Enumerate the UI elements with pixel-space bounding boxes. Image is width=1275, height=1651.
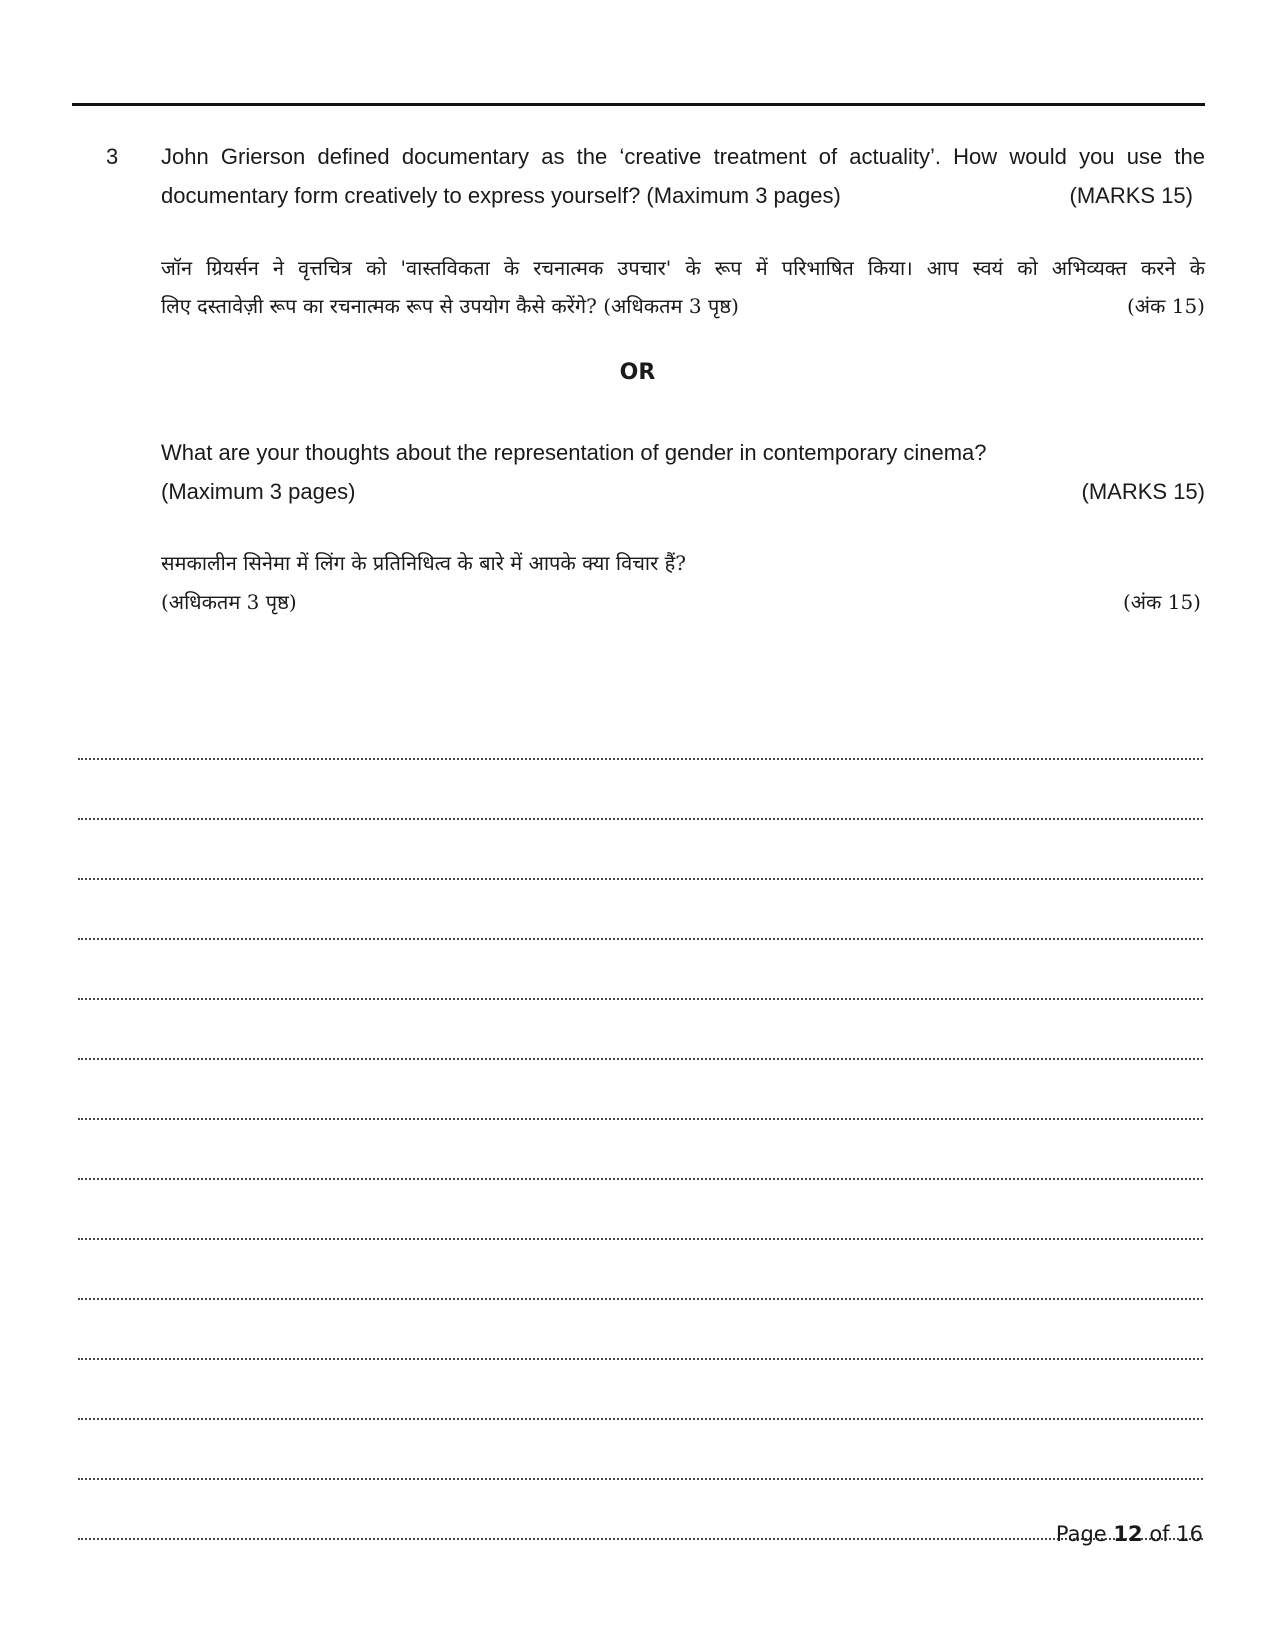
answer-line[interactable] (78, 1060, 1203, 1120)
answer-line[interactable] (78, 1480, 1203, 1540)
answer-line[interactable] (78, 1300, 1203, 1360)
answer-line[interactable] (78, 940, 1203, 1000)
question-hindi-marks: (अंक 15) (1126, 294, 1205, 318)
answer-line[interactable] (78, 1180, 1203, 1240)
alternative-hindi-text-2: (अधिकतम 3 पृष्ठ) (161, 590, 297, 614)
answer-line[interactable] (78, 1360, 1203, 1420)
question-hindi-line-1: जॉन ग्रियर्सन ने वृत्तचित्र को 'वास्तविकता के रचनात्मक उपचार' के रूप में परिभाषित किया। आप स्वयं को अभिव्यक्त करने के (161, 256, 1205, 280)
question-hindi-line-2 (161, 291, 1205, 321)
alternative-hindi-marks: (अंक 15) (1122, 590, 1201, 614)
answer-area[interactable] (78, 700, 1203, 1540)
question-english-line-1: John Grierson defined documentary as the ‘creative treatment of actuality’. How would you use the (161, 144, 1205, 169)
answer-line[interactable] (78, 1000, 1203, 1060)
page-prefix: Page (1055, 1522, 1107, 1546)
question-english-marks: (MARKS 15) (1069, 183, 1193, 208)
alternative-hindi-line-2 (161, 587, 1205, 617)
answer-line[interactable] (78, 700, 1203, 760)
answer-line[interactable] (78, 880, 1203, 940)
question-english-text-2: documentary form creatively to express yourself? (Maximum 3 pages) (161, 183, 841, 208)
page-total: 16 (1176, 1522, 1203, 1546)
alternative-hindi-line-1: समकालीन सिनेमा में लिंग के प्रतिनिधित्व के बारे में आपके क्या विचार हैं? (161, 551, 686, 575)
alternative-english-line-1: What are your thoughts about the representation of gender in contemporary cinema? (161, 440, 987, 465)
answer-line[interactable] (78, 1420, 1203, 1480)
page-of: of (1149, 1522, 1170, 1546)
alternative-english-line-2 (161, 477, 1205, 507)
alternative-english-text-2: (Maximum 3 pages) (161, 479, 356, 504)
answer-line[interactable] (78, 760, 1203, 820)
page-footer (1056, 1522, 1203, 1546)
page-current: 12 (1113, 1522, 1143, 1546)
answer-line[interactable] (78, 1240, 1203, 1300)
question-english-line-2 (161, 181, 1205, 211)
question-hindi-text-2: लिए दस्तावेज़ी रूप का रचनात्मक रूप से उपयोग कैसे करेंगे? (अधिकतम 3 पृष्ठ) (161, 294, 739, 318)
top-rule (72, 103, 1205, 106)
question-number: 3 (106, 144, 119, 169)
answer-line[interactable] (78, 820, 1203, 880)
or-separator: OR (619, 360, 656, 385)
alternative-english-marks: (MARKS 15) (1081, 479, 1205, 504)
answer-line[interactable] (78, 1120, 1203, 1180)
